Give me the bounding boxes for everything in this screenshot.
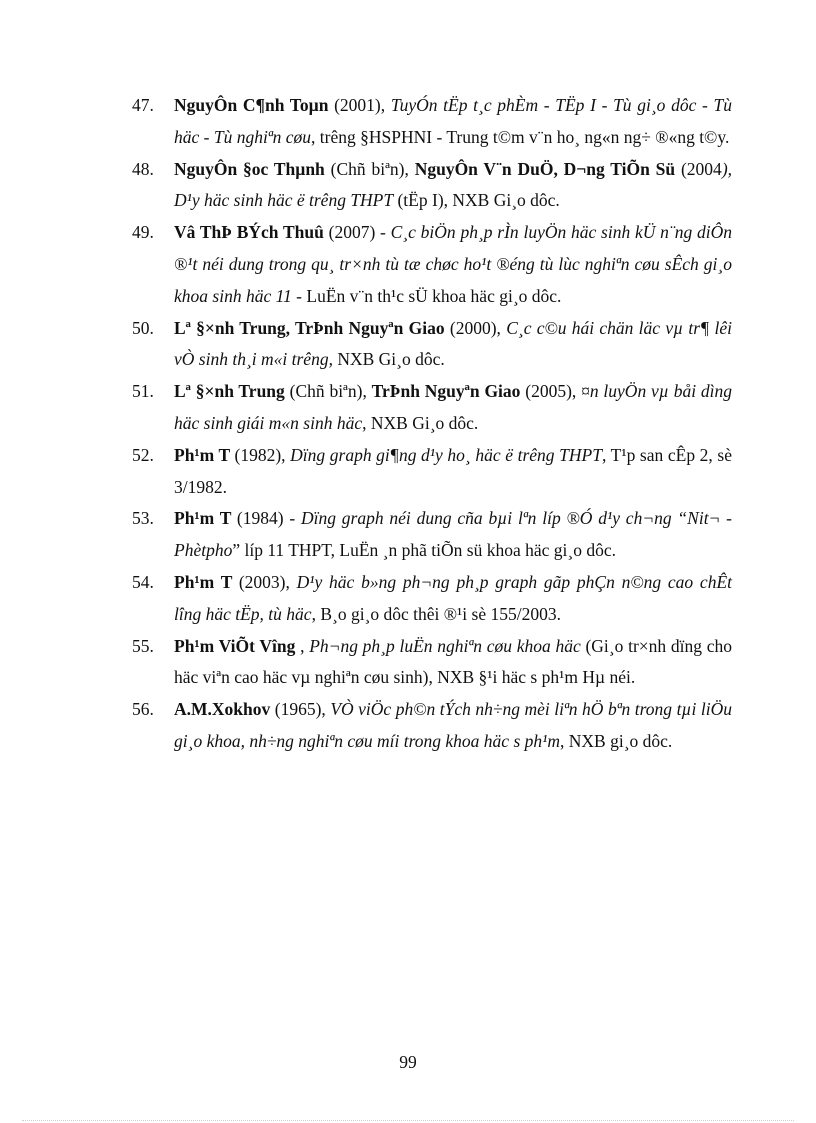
- reference-author: Lª §×nh Trung, TrÞnh Nguyªn Giao: [174, 317, 445, 338]
- reference-detail: (2000),: [444, 317, 507, 338]
- reference-number: 56.: [132, 699, 154, 720]
- reference-number: 51.: [132, 381, 154, 402]
- reference-detail: ,: [300, 635, 310, 656]
- reference-author: NguyÔn C¶nh Toµn: [174, 95, 329, 115]
- reference-number: 47.: [132, 95, 154, 115]
- reference-author: A.M.Xokhov: [174, 699, 271, 720]
- reference-detail: (2001),: [328, 95, 391, 115]
- reference-author: NguyÔn V¨n DuÖ, D¬ng TiÕn Sü: [414, 158, 676, 179]
- reference-author: Ph¹m T: [174, 571, 239, 592]
- reference-detail: (Chñ biªn),: [324, 158, 415, 179]
- reference-detail: NXB Gi¸o dôc.: [337, 349, 445, 370]
- reference-text: [174, 313, 732, 377]
- reference-number: 50.: [132, 317, 154, 338]
- reference-title: Ph¬ng ph¸p luËn nghiªn cøu khoa häc: [309, 635, 581, 656]
- reference-detail: , trêng §HSPHNI - Trung t©m v¨n ho¸ ng«n ng÷ ®«ng t©y.: [311, 126, 730, 147]
- reference-detail: (1982),: [234, 444, 291, 465]
- reference-number: 55.: [132, 635, 154, 656]
- reference-entry: [132, 90, 732, 154]
- page-bottom-divider: [22, 1120, 794, 1121]
- reference-number: 48.: [132, 158, 154, 179]
- reference-list: [132, 90, 732, 758]
- reference-detail: (1984) -: [236, 508, 301, 529]
- reference-detail: , B¸o gi¸o dôc thêi ®¹i sè 155/2003.: [311, 603, 561, 624]
- reference-entry: [132, 217, 732, 312]
- reference-number: 53.: [132, 508, 154, 529]
- reference-detail: (2007) -: [323, 222, 391, 243]
- reference-number: 49.: [132, 222, 154, 243]
- reference-detail: (Gi¸o tr×nh dïng cho häc viªn cao häc vµ nghiªn cøu sinh), NXB §¹i häc s ph¹m Hµ néi.: [174, 635, 733, 688]
- reference-author: Ph¹m T: [174, 508, 237, 529]
- reference-number: 54.: [132, 571, 154, 592]
- reference-detail: ” líp 11 THPT, LuËn ¸n phã tiÕn sü khoa häc gi¸o dôc.: [232, 540, 616, 561]
- reference-title: TuyÓn tËp t¸c phÈm - TËp I - Tù gi¸o dôc - Tù häc - Tù nghiªn cøu: [174, 95, 733, 147]
- reference-text: [174, 567, 732, 631]
- page-number: 99: [399, 1052, 417, 1072]
- reference-title: D¹y häc b»ng ph¬ng ph¸p graph gãp phÇn n©ng cao chÊt lîng häc tËp, tù häc: [174, 571, 733, 624]
- reference-detail: (2005),: [520, 381, 582, 402]
- reference-detail: (1965),: [270, 699, 331, 720]
- reference-author: NguyÔn §oc Thµnh: [174, 158, 325, 179]
- reference-author: TrÞnh Nguyªn Giao: [371, 381, 521, 402]
- reference-detail: , T¹p san cÊp 2, sè 3/1982.: [174, 444, 732, 497]
- reference-entry: [132, 567, 732, 631]
- reference-text: [174, 694, 732, 758]
- reference-text: [174, 440, 732, 504]
- reference-title: Dïng graph gi¶ng d¹y ho¸ häc ë trêng THPT: [290, 444, 602, 465]
- reference-title: C¸c c©u hái chän läc vµ tr¶ lêi vÒ sinh th¸i m«i trêng,: [174, 317, 733, 370]
- reference-entry: [132, 631, 732, 695]
- reference-detail: (2003),: [238, 571, 297, 592]
- reference-entry: [132, 440, 732, 504]
- reference-title: VÒ viÖc ph©n tÝch nh÷ng mèi liªn hÖ bªn trong tµi liÖu gi¸o khoa, nh÷ng nghiªn cøu míi trong khoa häc s ph¹m: [174, 699, 732, 751]
- reference-entry: [132, 313, 732, 377]
- reference-entry: [132, 376, 732, 440]
- reference-author: Ph¹m T: [174, 444, 235, 465]
- reference-entry: [132, 503, 732, 567]
- reference-author: Vâ ThÞ BÝch Thuû: [174, 222, 324, 243]
- reference-detail: (tËp I), NXB Gi¸o dôc.: [393, 190, 560, 211]
- reference-entry: [132, 694, 732, 758]
- reference-text: [174, 503, 732, 567]
- reference-detail: , NXB Gi¸o dôc.: [362, 412, 479, 433]
- reference-title: Dïng graph néi dung cña bµi lªn líp ®Ó d¹y ch¬ng “Nit¬ - Phètpho: [174, 508, 733, 561]
- reference-text: [174, 631, 732, 695]
- reference-detail: , NXB gi¸o dôc.: [560, 730, 673, 751]
- reference-entry: [132, 154, 732, 218]
- reference-text: [174, 154, 732, 218]
- reference-title: C¸c biÖn ph¸p rÌn luyÖn häc sinh kÜ n¨ng diÔn ®¹t néi dung trong qu¸ tr×nh tù tæ chøc ho¹t ®éng tù lùc nghiªn cøu sÊch gi¸o khoa sinh häc 11: [174, 222, 732, 306]
- reference-text: [174, 217, 732, 312]
- reference-author: Ph¹m ViÕt Vîng: [174, 635, 301, 656]
- reference-title: ¤n luyÖn vµ båi dìng häc sinh giái m«n sinh häc: [174, 381, 732, 433]
- reference-text: [174, 90, 732, 154]
- reference-title: ), D¹y häc sinh häc ë trêng THPT: [174, 158, 733, 211]
- reference-text: [174, 376, 732, 440]
- reference-author: Lª §×nh Trung: [174, 381, 285, 402]
- reference-number: 52.: [132, 444, 154, 465]
- reference-detail: - LuËn v¨n th¹c sÜ khoa häc gi¸o dôc.: [291, 285, 562, 306]
- reference-detail: (Chñ biªn),: [284, 381, 372, 402]
- reference-detail: (2004: [675, 158, 722, 179]
